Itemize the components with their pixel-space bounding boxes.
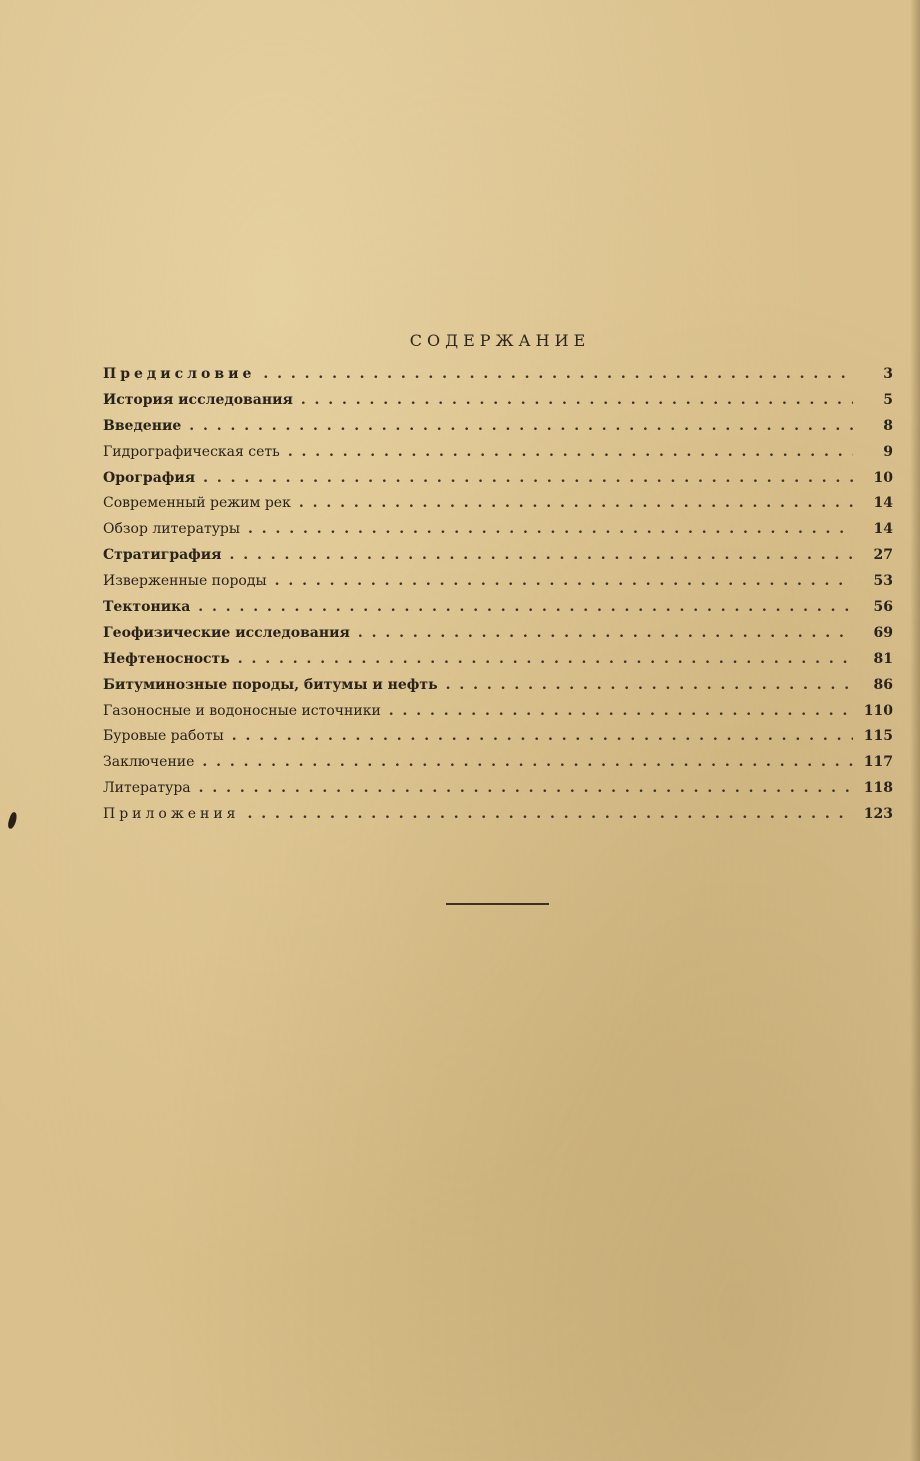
toc-row-appendices[interactable] — [103, 802, 893, 828]
toc-page-number: 3 — [883, 366, 893, 382]
toc-page-number: 53 — [873, 573, 893, 590]
dot-leader — [230, 543, 853, 569]
page-edge-shadow — [910, 0, 920, 1461]
toc-row-literature[interactable] — [103, 776, 893, 802]
toc-page-number: 123 — [863, 806, 893, 823]
dot-leader — [389, 699, 853, 725]
toc-label: Буровые работы — [103, 728, 224, 745]
toc-page-number: 110 — [863, 702, 893, 719]
toc-row-conclusion[interactable] — [103, 750, 893, 776]
toc-label: Газоносные и водоносные источники — [103, 702, 381, 719]
toc-label: Введение — [103, 417, 182, 434]
toc-page-number: 8 — [883, 417, 893, 434]
toc-label: Нефтеносность — [103, 650, 230, 667]
toc-label: История исследования — [103, 391, 293, 408]
dot-leader — [301, 388, 853, 414]
toc-row-hydrography[interactable] — [103, 440, 893, 466]
toc-label: Предисловие — [103, 366, 256, 382]
toc-row-drilling[interactable] — [103, 724, 893, 750]
toc-row-igneous-rocks[interactable] — [103, 569, 893, 595]
toc-page-number: 86 — [873, 676, 893, 693]
horizontal-rule — [446, 903, 549, 905]
toc-row-gas-water-sources[interactable] — [103, 699, 893, 725]
toc-page-number: 81 — [873, 650, 893, 667]
dot-leader — [247, 802, 853, 828]
toc-label: Современный режим рек — [103, 495, 291, 512]
toc-row-geophysics[interactable] — [103, 621, 893, 647]
toc-row-history[interactable] — [103, 388, 893, 414]
toc-label: Тектоника — [103, 599, 191, 616]
toc-page-number: 118 — [863, 780, 893, 797]
dot-leader — [275, 569, 853, 595]
toc-page-number: 69 — [873, 624, 893, 641]
dot-leader — [189, 414, 853, 440]
toc-page-number: 10 — [873, 469, 893, 486]
toc-row-preface[interactable] — [103, 362, 893, 388]
dot-leader — [263, 362, 853, 388]
dot-leader — [446, 673, 853, 699]
toc-label: Битуминозные породы, битумы и нефть — [103, 676, 438, 693]
toc-page-number: 115 — [863, 728, 893, 745]
dot-leader — [358, 621, 853, 647]
ink-blot — [7, 811, 19, 829]
table-of-contents — [103, 362, 893, 828]
toc-row-river-regime[interactable] — [103, 491, 893, 517]
toc-label: Приложения — [103, 806, 240, 823]
toc-label: Геофизические исследования — [103, 624, 350, 641]
toc-row-introduction[interactable] — [103, 414, 893, 440]
toc-label: Изверженные породы — [103, 573, 267, 590]
dot-leader — [203, 466, 853, 492]
dot-leader — [202, 750, 853, 776]
toc-label: Стратиграфия — [103, 547, 222, 564]
toc-row-tectonics[interactable] — [103, 595, 893, 621]
dot-leader — [238, 647, 853, 673]
toc-row-stratigraphy[interactable] — [103, 543, 893, 569]
toc-row-literature-review[interactable] — [103, 517, 893, 543]
toc-row-orography[interactable] — [103, 466, 893, 492]
toc-page-number: 27 — [873, 547, 893, 564]
toc-label: Орография — [103, 469, 196, 486]
toc-page-number: 56 — [873, 599, 893, 616]
toc-row-bitumens[interactable] — [103, 673, 893, 699]
dot-leader — [232, 724, 853, 750]
toc-label: Заключение — [103, 754, 195, 771]
dot-leader — [199, 776, 853, 802]
toc-label: Литература — [103, 780, 191, 797]
toc-page-number: 14 — [873, 495, 893, 512]
dot-leader — [299, 491, 853, 517]
toc-title: СОДЕРЖАНИЕ — [409, 331, 591, 350]
toc-row-oil-bearing[interactable] — [103, 647, 893, 673]
toc-page-number: 9 — [883, 443, 893, 460]
toc-page-number: 117 — [863, 754, 893, 771]
toc-label: Гидрографическая сеть — [103, 443, 280, 460]
dot-leader — [288, 440, 853, 466]
toc-label: Обзор литературы — [103, 521, 241, 538]
dot-leader — [198, 595, 853, 621]
toc-page-number: 5 — [883, 391, 893, 408]
dot-leader — [248, 517, 853, 543]
toc-page-number: 14 — [873, 521, 893, 538]
